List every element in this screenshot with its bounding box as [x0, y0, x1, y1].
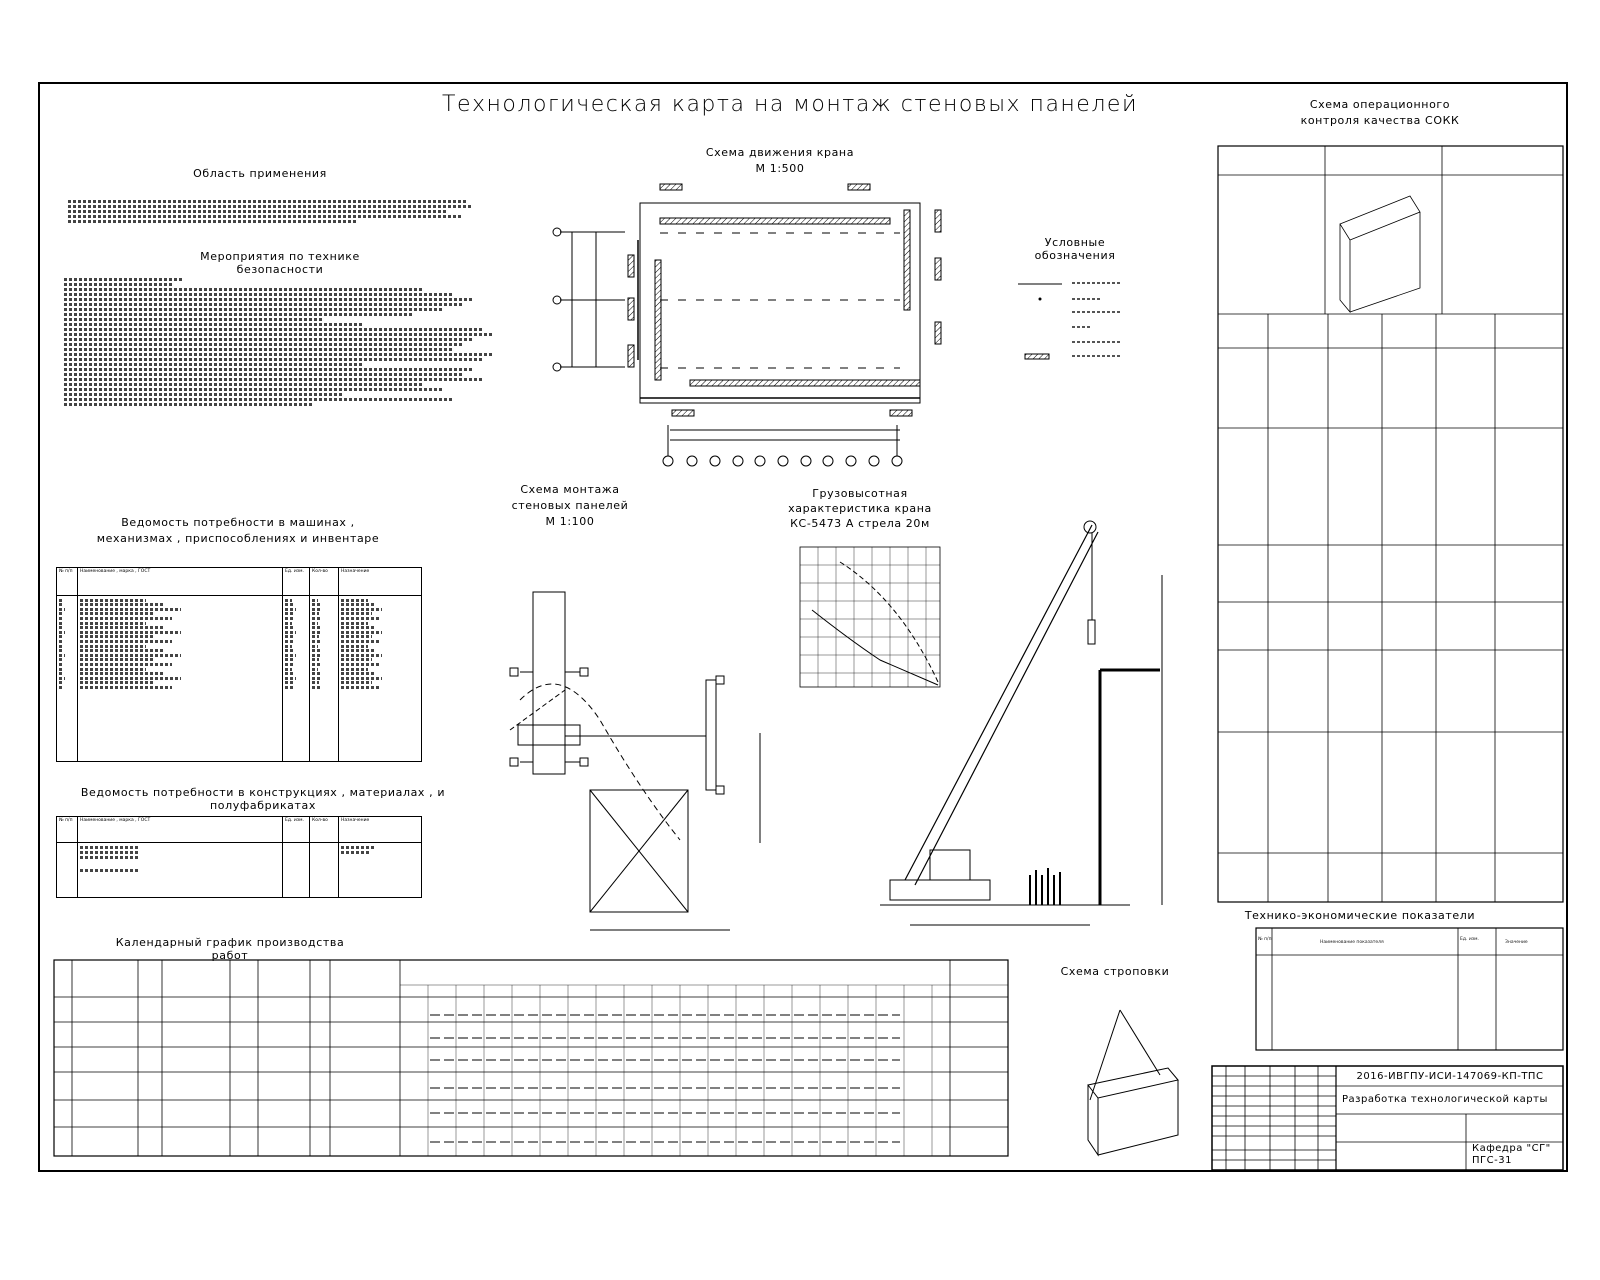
- machines-col-qty: Кол-во: [310, 568, 339, 596]
- mount-scheme-title: Схема монтажа стеновых панелей: [511, 483, 629, 512]
- crane-scheme-title: Схема движения крана: [705, 146, 855, 159]
- load-chart-heading: Грузовысотная характеристика крана КС-5473 А стрела 20м: [788, 487, 932, 530]
- sling-heading: Схема строповки: [1060, 965, 1170, 978]
- quality-heading: Схема операционного контроля качества СОКК: [1300, 98, 1460, 127]
- tech-col-unit: Ед. изм.: [1460, 937, 1479, 942]
- scope-heading: Область применения: [193, 167, 327, 180]
- tech-econ-heading: Технико-экономические показатели: [1244, 909, 1476, 922]
- safety-heading: Мероприятия по технике безопасности: [200, 250, 360, 276]
- machines-col-unit: Ед. изм.: [283, 568, 310, 596]
- sheet-title: Технологическая карта на монтаж стеновых панелей: [442, 92, 1138, 117]
- crane-movement-plan: [553, 184, 941, 466]
- stamp-dept: [1472, 1143, 1562, 1167]
- materials-col-purpose: Назначение: [339, 817, 422, 843]
- sling-scheme-drawing: [1088, 1010, 1178, 1155]
- materials-col-name: Наименование , марка , ГОСТ: [78, 817, 283, 843]
- tech-col-num: № п/п: [1258, 937, 1272, 942]
- crane-elevation-drawing: [880, 521, 1162, 925]
- materials-col-unit: Ед. изм.: [283, 817, 310, 843]
- materials-heading: Ведомость потребности в конструкциях , материалах , и полуфабрикатах: [80, 786, 446, 812]
- schedule-table: [54, 960, 1008, 1156]
- machines-col-num: № п/п: [57, 568, 78, 596]
- legend-symbols: [1018, 283, 1122, 359]
- stamp-name: Разработка технологической карты: [1342, 1094, 1548, 1105]
- mount-scheme-drawing: [510, 592, 760, 930]
- tech-col-name: Наименование показателя: [1320, 940, 1384, 945]
- crane-scheme-scale: М 1:500: [755, 162, 805, 175]
- schedule-heading: Календарный график производства работ: [115, 936, 345, 962]
- load-chart-drawing: [800, 547, 940, 687]
- quality-table: [1218, 146, 1563, 902]
- mount-scheme-scale: М 1:100: [545, 515, 595, 528]
- stamp-code: 2016-ИВГПУ-ИСИ-147069-КП-ТПС: [1356, 1071, 1544, 1082]
- machines-col-purpose: Назначение: [339, 568, 422, 596]
- tech-col-value: Значение: [1505, 940, 1528, 945]
- stamp-dept-name: Кафедра "СГ": [1472, 1143, 1551, 1154]
- materials-col-num: № п/п: [57, 817, 78, 843]
- materials-col-qty: Кол-во: [310, 817, 339, 843]
- legend-heading: Условные обозначения: [1034, 236, 1116, 262]
- machines-col-name: Наименование , марка , ГОСТ: [78, 568, 283, 596]
- stamp-group: ПГС-31: [1472, 1155, 1512, 1166]
- tech-econ-table: [1256, 928, 1563, 1050]
- machines-heading: Ведомость потребности в машинах , механизмах , приспособлениях и инвентаре: [96, 516, 380, 545]
